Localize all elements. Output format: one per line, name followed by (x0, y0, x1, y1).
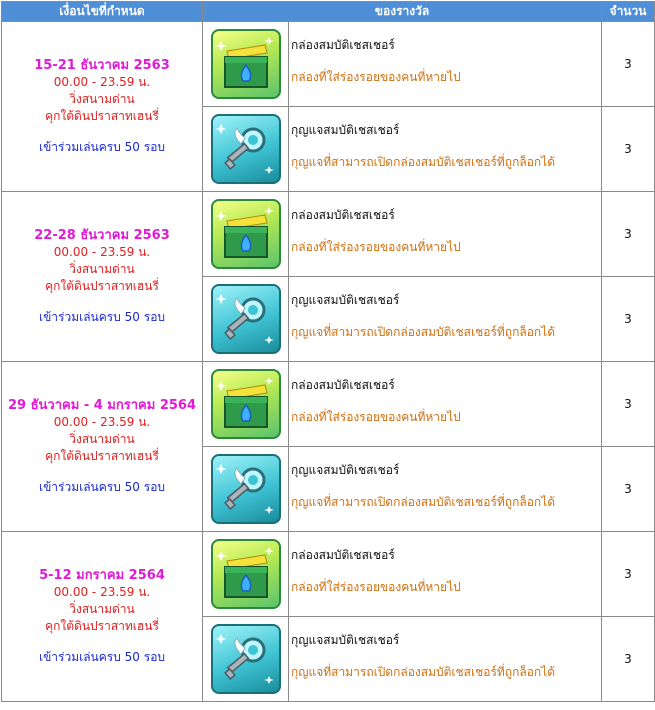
key-name: กุญแจสมบัติเชสเชอร์ (291, 633, 400, 647)
chest-detail: กล่องที่ใส่ร่องรอยของคนที่หายไป (291, 580, 461, 594)
key-description-cell (289, 277, 602, 362)
winged-key-icon (211, 624, 281, 694)
reward-row-chest (2, 362, 655, 447)
chest-description-cell (289, 192, 602, 277)
chest-description-cell (289, 532, 602, 617)
chest-name: กล่องสมบัติเชสเชอร์ (291, 38, 395, 52)
period-place-map: คุกใต้ดินปราสาทเฮนรี่ (45, 109, 159, 123)
chest-detail: กล่องที่ใส่ร่องรอยของคนที่หายไป (291, 70, 461, 84)
chest-detail: กล่องที่ใส่ร่องรอยของคนที่หายไป (291, 240, 461, 254)
chest-icon-cell (203, 532, 289, 617)
key-detail: กุญแจที่สามารถเปิดกล่องสมบัติเชสเชอร์ที่ถูกล็อกได้ (291, 665, 555, 679)
key-icon-cell (203, 107, 289, 192)
header-reward: ของรางวัล (203, 2, 602, 22)
period-place-mode: วิ่งสนามด่าน (69, 602, 135, 616)
key-name: กุญแจสมบัติเชสเชอร์ (291, 293, 400, 307)
chest-icon-cell (203, 192, 289, 277)
period-requirement: เข้าร่วมเล่นครบ 50 รอบ (38, 310, 166, 324)
reward-table (1, 1, 655, 702)
reward-row-chest (2, 192, 655, 277)
treasure-chest-icon (211, 199, 281, 269)
winged-key-icon (211, 454, 281, 524)
period-requirement: เข้าร่วมเล่นครบ 50 รอบ (38, 480, 166, 494)
period-time: 00.00 - 23.59 น. (53, 75, 151, 89)
period-date: 5-12 มกราคม 2564 (39, 568, 165, 583)
period-place-map: คุกใต้ดินปราสาทเฮนรี่ (45, 279, 159, 293)
key-quantity: 3 (602, 447, 655, 532)
key-icon-cell (203, 617, 289, 702)
chest-icon-cell (203, 362, 289, 447)
key-detail: กุญแจที่สามารถเปิดกล่องสมบัติเชสเชอร์ที่ถูกล็อกได้ (291, 155, 555, 169)
chest-description-cell (289, 22, 602, 107)
period-place-map: คุกใต้ดินปราสาทเฮนรี่ (45, 449, 159, 463)
period-date: 15-21 ธันวาคม 2563 (34, 58, 170, 73)
treasure-chest-icon (211, 539, 281, 609)
winged-key-icon (211, 284, 281, 354)
treasure-chest-icon (211, 29, 281, 99)
key-name: กุญแจสมบัติเชสเชอร์ (291, 463, 400, 477)
reward-row-chest (2, 532, 655, 617)
key-detail: กุญแจที่สามารถเปิดกล่องสมบัติเชสเชอร์ที่ถูกล็อกได้ (291, 495, 555, 509)
winged-key-icon (211, 114, 281, 184)
treasure-chest-icon (211, 369, 281, 439)
period-place-mode: วิ่งสนามด่าน (69, 92, 135, 106)
period-date: 22-28 ธันวาคม 2563 (34, 228, 170, 243)
chest-quantity: 3 (602, 22, 655, 107)
period-requirement: เข้าร่วมเล่นครบ 50 รอบ (38, 650, 166, 664)
header-row (2, 2, 655, 22)
chest-detail: กล่องที่ใส่ร่องรอยของคนที่หายไป (291, 410, 461, 424)
period-time: 00.00 - 23.59 น. (53, 415, 151, 429)
chest-quantity: 3 (602, 192, 655, 277)
header-condition: เงื่อนไขที่กำหนด (2, 2, 203, 22)
period-place-map: คุกใต้ดินปราสาทเฮนรี่ (45, 619, 159, 633)
key-description-cell (289, 447, 602, 532)
condition-cell (2, 532, 203, 702)
period-requirement: เข้าร่วมเล่นครบ 50 รอบ (38, 140, 166, 154)
period-place-mode: วิ่งสนามด่าน (69, 432, 135, 446)
chest-icon-cell (203, 22, 289, 107)
key-quantity: 3 (602, 107, 655, 192)
key-quantity: 3 (602, 277, 655, 362)
period-place-mode: วิ่งสนามด่าน (69, 262, 135, 276)
key-description-cell (289, 107, 602, 192)
period-time: 00.00 - 23.59 น. (53, 245, 151, 259)
period-time: 00.00 - 23.59 น. (53, 585, 151, 599)
reward-row-chest (2, 22, 655, 107)
key-detail: กุญแจที่สามารถเปิดกล่องสมบัติเชสเชอร์ที่ถูกล็อกได้ (291, 325, 555, 339)
key-description-cell (289, 617, 602, 702)
header-quantity: จำนวน (602, 2, 655, 22)
chest-name: กล่องสมบัติเชสเชอร์ (291, 378, 395, 392)
key-icon-cell (203, 447, 289, 532)
condition-cell (2, 362, 203, 532)
period-date: 29 ธันวาคม - 4 มกราคม 2564 (7, 398, 197, 413)
chest-description-cell (289, 362, 602, 447)
chest-name: กล่องสมบัติเชสเชอร์ (291, 548, 395, 562)
key-icon-cell (203, 277, 289, 362)
chest-name: กล่องสมบัติเชสเชอร์ (291, 208, 395, 222)
key-name: กุญแจสมบัติเชสเชอร์ (291, 123, 400, 137)
chest-quantity: 3 (602, 362, 655, 447)
condition-cell (2, 22, 203, 192)
key-quantity: 3 (602, 617, 655, 702)
chest-quantity: 3 (602, 532, 655, 617)
condition-cell (2, 192, 203, 362)
